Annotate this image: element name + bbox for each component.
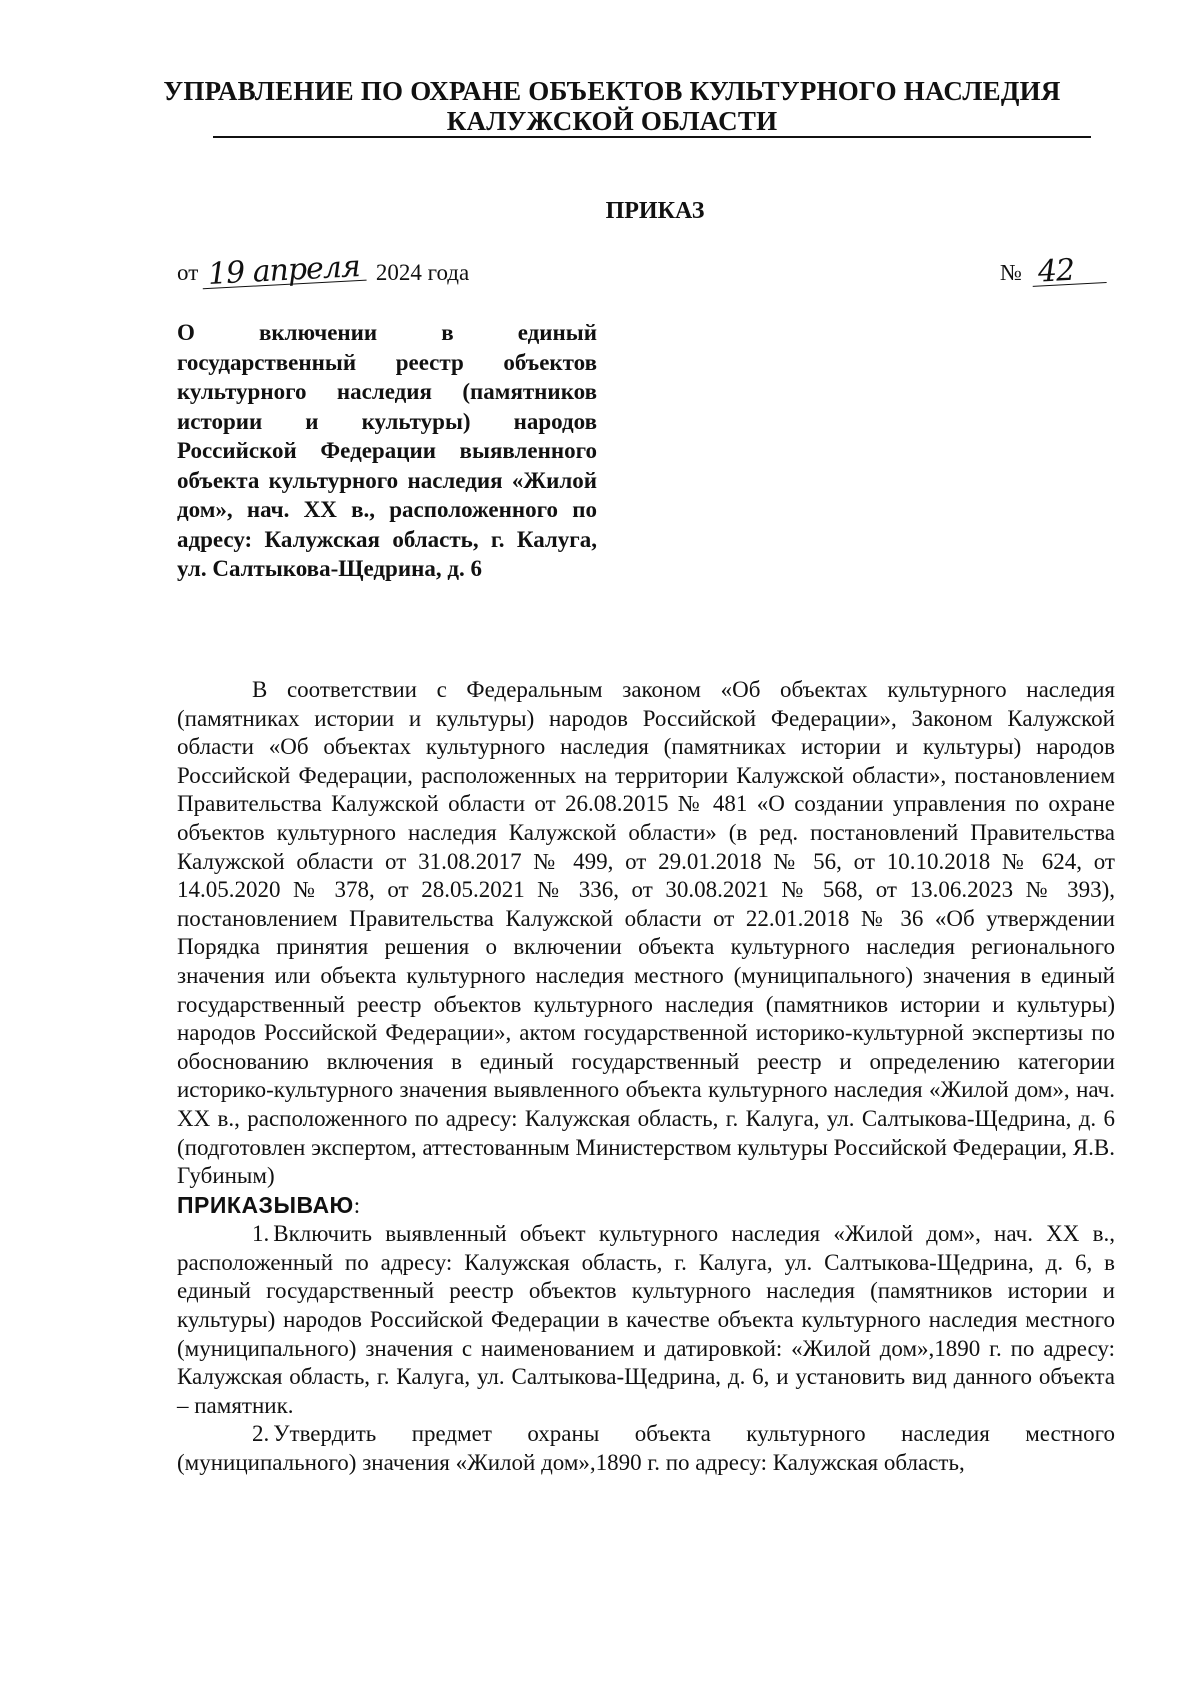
order-item-1 — [177, 1220, 1115, 1420]
order-item-number: 2. — [252, 1421, 270, 1447]
header-underline — [213, 136, 1091, 138]
order-word: ПРИКАЗЫВАЮ — [177, 1191, 354, 1218]
order-colon: : — [353, 1192, 361, 1218]
document-type-title: ПРИКАЗ — [605, 198, 705, 224]
preamble-paragraph — [177, 676, 1115, 1191]
date-prefix: от — [177, 260, 199, 285]
handwritten-number: 42 — [1031, 256, 1106, 287]
order-item-2 — [177, 1420, 1115, 1477]
document-body — [177, 676, 1115, 1478]
preamble-text: В соответствии с Федеральным законом «Об объектах культурного наследия (памятниках истории и культуры) народов Российской Федерации», Законом Калужской области «Об объектах культурного наследия (памятниках истории и культуры) народов Российской Федерации, расположенных на территории Калужской области», постановлением Правительства Калужской области от 26.08.2015 № 481 «О создании управления по охране объектов культурного наследия Калужской области» (в ред. постановлений Правительства Калужской области от 31.08.2017 № 499, от 29.01.2018 № 56, от 10.10.2018 № 624, от 14.05.2020 № 378, от 28.05.2021 № 336, от 30.08.2021 № 568, от 13.06.2023 № 393), постановлением Правительства Калужской области от 22.01.2018 № 36 «Об утверждении Порядка принятия решения о включении объекта культурного наследия регионального значения или объекта культурного наследия местного (муниципального) значения в единый государственный реестр объектов культурного наследия (памятников истории и культуры) народов Российской Федерации», актом государственной историко-культурной экспертизы по обоснованию включения в единый государственный реестр и определению категории историко-культурного значения выявленного объекта культурного наследия «Жилой дом», нач. XX в., расположенного по адресу: Калужская область, г. Калуга, ул. Салтыкова-Щедрина, д. 6 (подготовлен экспертом, аттестованным Министерством культуры Российской Федерации, Я.В. Губиным) — [177, 677, 1115, 1189]
organization-name-line-1: УПРАВЛЕНИЕ ПО ОХРАНЕ ОБЪЕКТОВ КУЛЬТУРНОГО НАСЛЕДИЯ — [163, 76, 1061, 106]
order-item-text: Утвердить предмет охраны объекта культурного наследия местного (муниципального) значения «Жилой дом»,1890 г. по адресу: Калужская область, — [177, 1421, 1115, 1476]
order-line — [177, 1191, 1115, 1221]
document-subject: О включении в единый государственный реестр объектов культурного наследия (памятников истории и культуры) народов Российской Федерации выявленного объекта культурного наследия «Жилой дом», нач. XX в., расположенного по адресу: Калужская область, г. Калуга, ул. Салтыкова-Щедрина, д. 6 — [177, 320, 597, 581]
organization-name-line-2: КАЛУЖСКОЙ ОБЛАСТИ — [446, 106, 778, 136]
number-label: № — [1000, 260, 1022, 285]
handwritten-date: 19 апреля — [202, 254, 367, 290]
order-item-text: Включить выявленный объект культурного наследия «Жилой дом», нач. XX в., расположенный по адресу: Калужская область, г. Калуга, ул. Салтыкова-Щедрина, д. 6, в единый государственный реестр объектов культурного наследия (памятников истории и культуры) народов Российской Федерации в качестве объекта культурного наследия местного (муниципального) значения с наименованием и датировкой: «Жилой дом»,1890 г. по адресу: Калужская область, г. Калуга, ул. Салтыкова-Щедрина, д. 6, и установить вид данного объекта – памятник. — [177, 1221, 1115, 1418]
date-year: 2024 года — [375, 260, 470, 285]
document-date — [177, 249, 470, 292]
document-number — [1000, 252, 1110, 290]
order-item-number: 1. — [252, 1221, 270, 1247]
